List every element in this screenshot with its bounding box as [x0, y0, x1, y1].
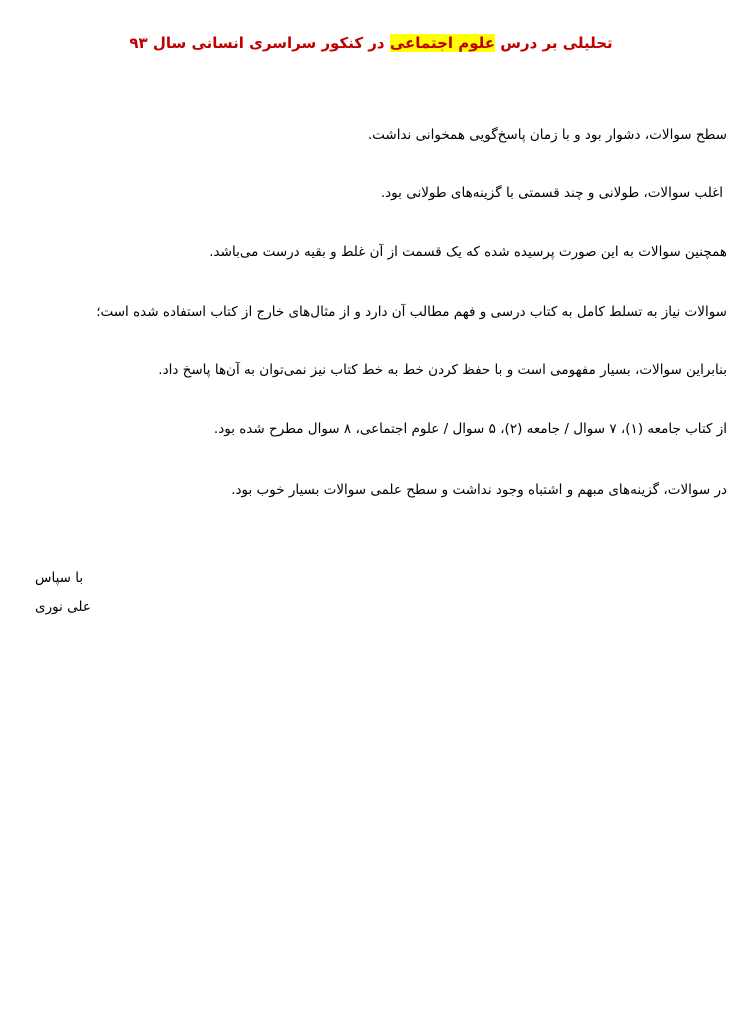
paragraph: همچنین سوالات به این صورت پرسیده شده که یک قسمت از آن غلط و بقیه درست می‌باشد. [209, 244, 727, 260]
paragraph: از کتاب جامعه (۱)، ۷ سوال / جامعه (۲)، ۵ سوال / علوم اجتماعی، ۸ سوال مطرح شده بود. [213, 421, 727, 437]
signature-name: علی نوری [35, 599, 91, 615]
title-highlight: علوم اجتماعی [389, 34, 496, 52]
title-text: تحلیلی بر درس [495, 34, 613, 52]
paragraph: سوالات نیاز به تسلط کامل به کتاب درسی و فهم مطالب آن دارد و از مثال‌های خارج از کتاب استفاده شده است؛ [96, 304, 727, 320]
document-title [0, 34, 742, 52]
paragraph: بنابراین سوالات، بسیار مفهومی است و با حفظ کردن خط به خط کتاب نیز نمی‌توان به آن‌ها پاسخ داد. [158, 362, 727, 378]
paragraph: در سوالات، گزینه‌های مبهم و اشتباه وجود نداشت و سطح علمی سوالات بسیار خوب بود. [231, 482, 727, 498]
paragraph: اغلب سوالات، طولانی و چند قسمتی با گزینه‌های طولانی بود. [380, 185, 723, 201]
title-text-end: در کنکور سراسری انسانی سال ۹۳ [129, 34, 390, 52]
paragraph: سطح سوالات، دشوار بود و با زمان پاسخ‌گویی همخوانی نداشت. [367, 127, 727, 143]
signature-closing: با سپاس [35, 570, 84, 586]
